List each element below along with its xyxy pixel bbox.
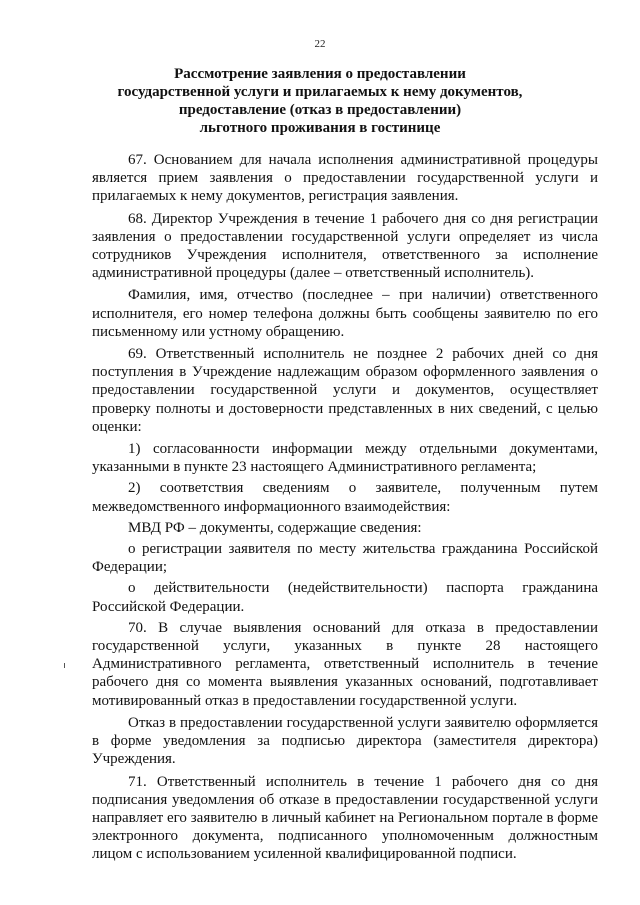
paragraph-refusal-form: Отказ в предоставлении государственной услуги заявителю оформляется в форме уведомления за подписью директора (заместителя директора) Учреждения. [92, 714, 598, 768]
paragraph-mvd: МВД РФ – документы, содержащие сведения: [128, 519, 422, 536]
paragraph-71: 71. Ответственный исполнитель в течение 1 рабочего дня со дня подписания уведомления об отказе в предоставлении государственной услуги направляет его заявителю в личный кабинет на Региональном портале в форме электронного документа, подписанного уполномоченным должностным лицом с использованием усиленной квалифицированной подписи. [92, 773, 598, 863]
paragraph-contact-info: Фамилия, имя, отчество (последнее – при наличии) ответственного исполнителя, его номер телефона должны быть сообщены заявителю по его письменному или устному обращению. [92, 287, 598, 340]
section-title-line: государственной услуги и прилагаемых к нему документов, [117, 84, 523, 100]
document-body [92, 151, 598, 868]
list-item-correspondence: 2) соответствия сведениям о заявителе, полученным путем межведомственного информационного взаимодействия: [92, 480, 598, 515]
list-item-consistency: 1) согласованности информации между отдельными документами, указанными в пункте 23 настоящего Административного регламента; [92, 441, 598, 476]
paragraph-registration: о регистрации заявителя по месту жительства гражданина Российской Федерации; [92, 541, 598, 576]
paragraph-70: 70. В случае выявления оснований для отказа в предоставлении государственной услуги, указанных в пункте 28 настоящего Административного регламента, ответственный исполнитель в течение рабочего дня со момента выявления указанных оснований, подготавливает мотивированный отказ в предоставлении государственной услуги. [92, 619, 598, 709]
paragraph-67: 67. Основанием для начала исполнения административной процедуры является прием заявления о предоставлении государственной услуги и прилагаемых к нему документов, регистрация заявления. [92, 152, 598, 205]
section-title-line: предоставление (отказ в предоставлении) [178, 102, 462, 118]
paragraph-passport: о действительности (недействительности) паспорта гражданина Российской Федерации. [92, 580, 598, 615]
page-number: 22 [314, 38, 326, 50]
margin-mark [64, 663, 65, 668]
paragraph-68: 68. Директор Учреждения в течение 1 рабочего дня со дня регистрации заявления о предоставлении государственной услуги определяет из числа сотрудников Учреждения исполнителя, ответственного за исполнение административной процедуры (далее – ответственный исполнитель). [92, 210, 598, 282]
paragraph-69: 69. Ответственный исполнитель не позднее 2 рабочих дней со дня поступления в Учреждение надлежащим образом оформленного заявления о предоставлении государственной услуги и документов, осуществляет проверку полноты и достоверности представленных в них сведений, с целью оценки: [92, 346, 598, 435]
section-title-line: Рассмотрение заявления о предоставлении [174, 66, 466, 82]
section-title [80, 65, 560, 137]
section-title-line: льготного проживания в гостинице [199, 120, 441, 136]
